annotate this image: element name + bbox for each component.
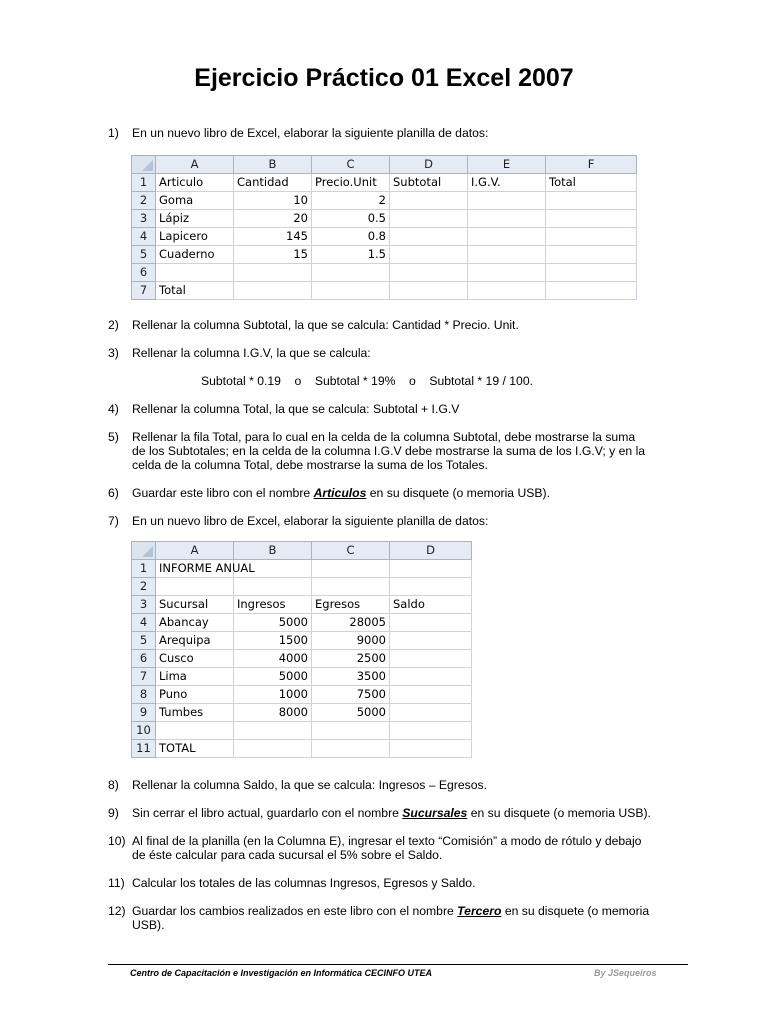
sheet-row bbox=[132, 632, 472, 650]
instruction-8 bbox=[108, 778, 688, 792]
item-number: 4) bbox=[108, 402, 119, 416]
item-text bbox=[132, 806, 688, 820]
column-header[interactable]: A bbox=[156, 156, 234, 174]
sheet-cell[interactable]: Ingresos bbox=[234, 596, 312, 614]
column-header[interactable]: B bbox=[234, 156, 312, 174]
sheet-cell[interactable] bbox=[390, 560, 472, 578]
sheet-cell[interactable] bbox=[546, 246, 637, 264]
sheet-cell[interactable]: 28005 bbox=[312, 614, 390, 632]
column-header[interactable]: C bbox=[312, 156, 390, 174]
sheet-cell[interactable] bbox=[156, 578, 234, 596]
sheet-cell[interactable]: Egresos bbox=[312, 596, 390, 614]
sheet-cell[interactable]: 1500 bbox=[234, 632, 312, 650]
spreadsheet-articulos bbox=[131, 155, 637, 300]
footer-institution: Centro de Capacitación e Investigación en Informática CECINFO UTEA bbox=[130, 968, 433, 978]
sheet-cell[interactable] bbox=[390, 578, 472, 596]
sheet-row bbox=[132, 614, 472, 632]
column-header[interactable]: D bbox=[390, 542, 472, 560]
row-header[interactable]: 3 bbox=[132, 596, 156, 614]
sheet-cell[interactable] bbox=[546, 282, 637, 300]
item-number: 9) bbox=[108, 806, 119, 820]
sheet-row bbox=[132, 264, 637, 282]
sheet-cell[interactable]: I.G.V. bbox=[468, 174, 546, 192]
row-header[interactable]: 8 bbox=[132, 686, 156, 704]
instruction-4 bbox=[108, 402, 688, 416]
sheet-cell[interactable] bbox=[468, 282, 546, 300]
sheet-cell[interactable]: TOTAL bbox=[156, 740, 234, 758]
sheet-cell[interactable]: 145 bbox=[234, 228, 312, 246]
item-text: Rellenar la columna Saldo, la que se calcula: Ingresos – Egresos. bbox=[132, 778, 487, 792]
sheet-cell[interactable] bbox=[390, 210, 468, 228]
sheet-cell[interactable]: Goma bbox=[156, 192, 234, 210]
item-number: 12) bbox=[108, 904, 126, 918]
sheet-cell[interactable] bbox=[234, 578, 312, 596]
sheet-cell[interactable]: Abancay bbox=[156, 614, 234, 632]
sheet-row bbox=[132, 210, 637, 228]
sheet-cell[interactable]: 2500 bbox=[312, 650, 390, 668]
page-title: Ejercicio Práctico 01 Excel 2007 bbox=[194, 64, 574, 92]
sheet-cell[interactable] bbox=[468, 264, 546, 282]
column-header[interactable]: B bbox=[234, 542, 312, 560]
sheet-cell[interactable] bbox=[234, 722, 312, 740]
footer-author: By JSequeiros bbox=[594, 968, 657, 978]
sheet-cell[interactable] bbox=[312, 578, 390, 596]
sheet-cell[interactable] bbox=[390, 740, 472, 758]
sheet-row bbox=[132, 686, 472, 704]
sheet-cell[interactable]: 0.8 bbox=[312, 228, 390, 246]
item-number: 7) bbox=[108, 514, 119, 528]
sheet-row bbox=[132, 740, 472, 758]
row-header[interactable]: 4 bbox=[132, 228, 156, 246]
sheet-cell[interactable] bbox=[546, 264, 637, 282]
item-number: 2) bbox=[108, 318, 119, 332]
sheet-cell[interactable]: Tumbes bbox=[156, 704, 234, 722]
sheet-cell[interactable]: Precio.Unit bbox=[312, 174, 390, 192]
item-text: Rellenar la columna Subtotal, la que se calcula: Cantidad * Precio. Unit. bbox=[132, 318, 519, 332]
instruction-6 bbox=[108, 486, 688, 500]
instruction-5 bbox=[108, 430, 688, 472]
sheet-cell[interactable]: Cantidad bbox=[234, 174, 312, 192]
sheet-cell[interactable]: Total bbox=[156, 282, 234, 300]
sheet-cell[interactable] bbox=[390, 614, 472, 632]
sheet-row bbox=[132, 282, 637, 300]
text-segment: Guardar los cambios realizados en este libro con el nombre bbox=[132, 904, 458, 918]
sheet-cell[interactable] bbox=[234, 740, 312, 758]
column-header[interactable]: F bbox=[546, 156, 637, 174]
item-text bbox=[132, 904, 688, 918]
sheet-cell[interactable] bbox=[234, 264, 312, 282]
instruction-1 bbox=[108, 126, 688, 140]
row-header[interactable]: 5 bbox=[132, 632, 156, 650]
sheet-cell[interactable]: 8000 bbox=[234, 704, 312, 722]
sheet-cell[interactable]: 7500 bbox=[312, 686, 390, 704]
text-segment: Guardar este libro con el nombre bbox=[132, 486, 314, 500]
sheet-cell[interactable] bbox=[312, 740, 390, 758]
sheet-cell[interactable] bbox=[468, 210, 546, 228]
row-header[interactable]: 2 bbox=[132, 192, 156, 210]
sheet-row bbox=[132, 722, 472, 740]
sheet-row bbox=[132, 650, 472, 668]
sheet-cell[interactable] bbox=[312, 282, 390, 300]
sheet-cell[interactable] bbox=[390, 722, 472, 740]
sheet-cell[interactable]: Subtotal bbox=[390, 174, 468, 192]
row-header[interactable]: 1 bbox=[132, 174, 156, 192]
sheet-cell[interactable]: 4000 bbox=[234, 650, 312, 668]
sheet-row bbox=[132, 596, 472, 614]
item-text-line: de los Subtotales; en la celda de la columna I.G.V debe mostrarse la suma de los I.G.V; y en la bbox=[132, 444, 646, 458]
sheet-cell[interactable] bbox=[390, 264, 468, 282]
sheet-cell[interactable] bbox=[312, 722, 390, 740]
text-segment: en su disquete (o memoria USB). bbox=[467, 806, 651, 820]
sheet-cell[interactable] bbox=[468, 228, 546, 246]
sheet-cell[interactable] bbox=[468, 192, 546, 210]
instruction-11 bbox=[108, 876, 688, 890]
instruction-7 bbox=[108, 514, 688, 528]
filename-articulos: Articulos bbox=[313, 486, 367, 500]
sheet-cell[interactable] bbox=[312, 560, 390, 578]
item-number: 11) bbox=[108, 876, 125, 890]
row-header[interactable]: 11 bbox=[132, 740, 156, 758]
igv-formula: Subtotal * 0.19 o Subtotal * 19% o Subtotal * 19 / 100. bbox=[201, 374, 533, 388]
item-text-line: de éste calcular para cada sucursal el 5% sobre el Saldo. bbox=[132, 848, 443, 862]
column-header[interactable]: A bbox=[156, 542, 234, 560]
item-text: En un nuevo libro de Excel, elaborar la siguiente planilla de datos: bbox=[132, 126, 489, 140]
item-number: 8) bbox=[108, 778, 119, 792]
sheet-cell[interactable]: 0.5 bbox=[312, 210, 390, 228]
sheet-cell[interactable]: Cuaderno bbox=[156, 246, 234, 264]
item-text-line: Al final de la planilla (en la Columna E), ingresar el texto “Comisión” a modo de rótulo y debajo bbox=[132, 834, 642, 848]
instruction-3 bbox=[108, 346, 688, 360]
item-text-line: Rellenar la fila Total, para lo cual en la celda de la columna Subtotal, debe mostrarse la suma bbox=[132, 430, 636, 444]
sheet-cell[interactable] bbox=[390, 686, 472, 704]
sheet-cell[interactable]: 3500 bbox=[312, 668, 390, 686]
sheet-row bbox=[132, 578, 472, 596]
sheet-cell[interactable]: Lapicero bbox=[156, 228, 234, 246]
item-number: 3) bbox=[108, 346, 119, 360]
sheet-cell[interactable] bbox=[546, 210, 637, 228]
sheet-cell[interactable]: 1.5 bbox=[312, 246, 390, 264]
row-header[interactable]: 6 bbox=[132, 264, 156, 282]
item-text: Rellenar la columna Total, la que se calcula: Subtotal + I.G.V bbox=[132, 402, 460, 416]
sheet-cell[interactable] bbox=[468, 246, 546, 264]
sheet-cell[interactable]: 20 bbox=[234, 210, 312, 228]
row-header[interactable]: 2 bbox=[132, 578, 156, 596]
item-text bbox=[132, 486, 688, 500]
sheet-cell[interactable] bbox=[390, 632, 472, 650]
text-segment: en su disquete (o memoria bbox=[501, 904, 650, 918]
footer-divider bbox=[108, 964, 688, 965]
sheet-cell[interactable]: 2 bbox=[312, 192, 390, 210]
sheet-cell[interactable] bbox=[546, 192, 637, 210]
sheet-cell[interactable] bbox=[312, 264, 390, 282]
row-header[interactable]: 7 bbox=[132, 282, 156, 300]
filename-sucursales: Sucursales bbox=[402, 806, 468, 820]
sheet-row bbox=[132, 560, 472, 578]
filename-tercero: Tercero bbox=[457, 904, 502, 918]
sheet-row bbox=[132, 192, 637, 210]
sheet-cell[interactable]: Total bbox=[546, 174, 637, 192]
item-text-line: USB). bbox=[132, 918, 165, 932]
spreadsheet-informe-anual bbox=[131, 541, 472, 758]
row-header[interactable]: 10 bbox=[132, 722, 156, 740]
sheet-cell[interactable] bbox=[234, 282, 312, 300]
sheet-cell[interactable]: 5000 bbox=[234, 668, 312, 686]
sheet-cell[interactable] bbox=[156, 264, 234, 282]
sheet-cell[interactable] bbox=[156, 722, 234, 740]
sheet-row bbox=[132, 668, 472, 686]
item-text-line: celda de la columna Total, debe mostrarse la suma de los Totales. bbox=[132, 458, 488, 472]
sheet-cell[interactable] bbox=[390, 246, 468, 264]
row-header[interactable]: 3 bbox=[132, 210, 156, 228]
item-number: 5) bbox=[108, 430, 119, 444]
select-all-corner[interactable] bbox=[132, 156, 156, 174]
sheet-cell[interactable] bbox=[390, 228, 468, 246]
sheet-cell[interactable]: Saldo bbox=[390, 596, 472, 614]
row-header[interactable]: 6 bbox=[132, 650, 156, 668]
sheet-cell[interactable]: Lima bbox=[156, 668, 234, 686]
sheet-cell[interactable]: Cusco bbox=[156, 650, 234, 668]
instruction-9 bbox=[108, 806, 688, 820]
instruction-10 bbox=[108, 834, 688, 862]
sheet-cell[interactable]: Articulo bbox=[156, 174, 234, 192]
sheet-cell[interactable] bbox=[390, 650, 472, 668]
sheet-cell[interactable] bbox=[390, 192, 468, 210]
row-header[interactable]: 1 bbox=[132, 560, 156, 578]
column-header[interactable]: D bbox=[390, 156, 468, 174]
instruction-2 bbox=[108, 318, 688, 332]
row-header[interactable]: 9 bbox=[132, 704, 156, 722]
item-text: Calcular los totales de las columnas Ingresos, Egresos y Saldo. bbox=[132, 876, 476, 890]
sheet-cell[interactable]: 15 bbox=[234, 246, 312, 264]
instruction-12 bbox=[108, 904, 688, 932]
row-header[interactable]: 4 bbox=[132, 614, 156, 632]
sheet-cell[interactable]: 10 bbox=[234, 192, 312, 210]
row-header[interactable]: 5 bbox=[132, 246, 156, 264]
item-text: Rellenar la columna I.G.V, la que se calcula: bbox=[132, 346, 371, 360]
sheet-cell[interactable]: Lápiz bbox=[156, 210, 234, 228]
column-header[interactable]: C bbox=[312, 542, 390, 560]
text-segment: en su disquete (o memoria USB). bbox=[366, 486, 550, 500]
sheet-row bbox=[132, 246, 637, 264]
row-header[interactable]: 7 bbox=[132, 668, 156, 686]
column-header[interactable]: E bbox=[468, 156, 546, 174]
sheet-cell[interactable]: 1000 bbox=[234, 686, 312, 704]
sheet-cell[interactable] bbox=[390, 668, 472, 686]
sheet-cell[interactable]: Puno bbox=[156, 686, 234, 704]
sheet-cell[interactable]: INFORME ANUAL bbox=[156, 560, 234, 578]
item-number: 6) bbox=[108, 486, 119, 500]
sheet-row bbox=[132, 228, 637, 246]
item-text: En un nuevo libro de Excel, elaborar la siguiente planilla de datos: bbox=[132, 514, 489, 528]
item-number: 1) bbox=[108, 126, 119, 140]
sheet-row bbox=[132, 704, 472, 722]
sheet-row bbox=[132, 174, 637, 192]
sheet-cell[interactable]: 9000 bbox=[312, 632, 390, 650]
sheet-cell[interactable] bbox=[546, 228, 637, 246]
sheet-cell[interactable]: Arequipa bbox=[156, 632, 234, 650]
text-segment: Sin cerrar el libro actual, guardarlo con el nombre bbox=[132, 806, 403, 820]
item-number: 10) bbox=[108, 834, 126, 848]
select-all-corner[interactable] bbox=[132, 542, 156, 560]
sheet-cell[interactable]: 5000 bbox=[312, 704, 390, 722]
sheet-cell[interactable]: Sucursal bbox=[156, 596, 234, 614]
sheet-cell[interactable] bbox=[390, 282, 468, 300]
sheet-cell[interactable]: 5000 bbox=[234, 614, 312, 632]
sheet-cell[interactable] bbox=[390, 704, 472, 722]
